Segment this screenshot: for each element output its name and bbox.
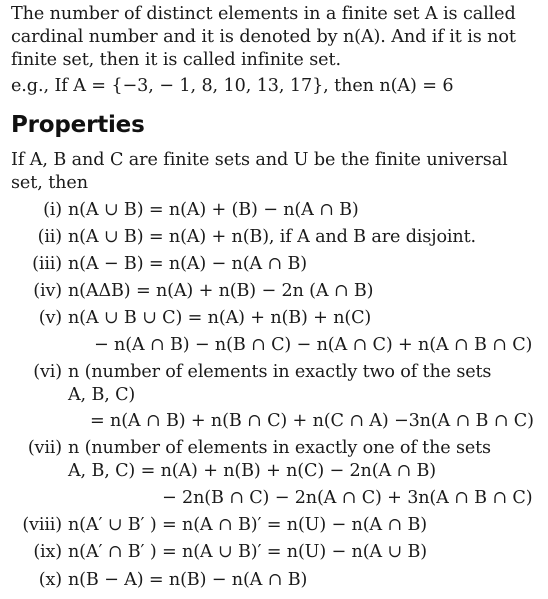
property-formula: − n(A ∩ B) − n(B ∩ C) − n(A ∩ C) + n(A ∩ B ∩ C) — [94, 335, 533, 355]
property-item-iii — [0, 253, 548, 275]
property-item-vi — [0, 361, 548, 383]
property-number: (vii) — [27, 438, 62, 458]
property-item-vi-continued — [0, 384, 548, 406]
property-number: (i) — [43, 200, 62, 220]
property-number: (ix) — [33, 542, 62, 562]
property-formula: n (number of elements in exactly one of the sets — [68, 438, 491, 458]
property-number: (iii) — [32, 254, 62, 274]
property-item-viii — [0, 514, 548, 536]
property-formula: = n(A ∩ B) + n(B ∩ C) + n(C ∩ A) −3n(A ∩ B ∩ C) — [90, 411, 534, 431]
property-number: (viii) — [22, 515, 62, 535]
property-item-x — [0, 569, 548, 591]
intro-line-1: The number of distinct elements in a finite set A is called — [11, 4, 516, 24]
intro-example: e.g., If A = {−3, − 1, 8, 10, 13, 17}, then n(A) = 6 — [11, 76, 454, 96]
property-item-i — [0, 199, 548, 221]
properties-lead-line-2: set, then — [11, 173, 88, 193]
property-formula: − 2n(B ∩ C) − 2n(A ∩ C) + 3n(A ∩ B ∩ C) — [162, 488, 533, 508]
properties-lead-line-1: If A, B and C are finite sets and U be the finite universal — [11, 150, 508, 170]
property-item-vii-continued — [0, 460, 548, 482]
property-item-ix — [0, 541, 548, 563]
properties-heading: Properties — [11, 112, 145, 138]
property-item-vii-result — [0, 487, 548, 509]
property-formula: n (number of elements in exactly two of the sets — [68, 362, 492, 382]
property-formula: n(A ∪ B ∪ C) = n(A) + n(B) + n(C) — [68, 308, 372, 328]
property-item-v-continued — [0, 334, 548, 356]
intro-line-2: cardinal number and it is denoted by n(A). And if it is not — [11, 27, 516, 47]
property-number: (iv) — [33, 281, 62, 301]
property-item-vi-result — [0, 410, 548, 432]
property-item-ii — [0, 226, 548, 248]
property-formula: n(B − A) = n(B) − n(A ∩ B) — [68, 570, 308, 590]
property-formula: A, B, C) = n(A) + n(B) + n(C) − 2n(A ∩ B) — [68, 461, 436, 481]
property-formula: n(A′ ∪ B′ ) = n(A ∩ B)′ = n(U) − n(A ∩ B) — [68, 515, 427, 535]
property-formula: n(AΔB) = n(A) + n(B) − 2n (A ∩ B) — [68, 281, 374, 301]
property-item-vii — [0, 437, 548, 459]
property-number: (ii) — [37, 227, 62, 247]
intro-line-3: finite set, then it is called infinite set. — [11, 50, 341, 70]
property-number: (x) — [38, 570, 62, 590]
property-formula: n(A − B) = n(A) − n(A ∩ B) — [68, 254, 307, 274]
property-number: (v) — [38, 308, 62, 328]
property-formula: n(A ∪ B) = n(A) + (B) − n(A ∩ B) — [68, 200, 359, 220]
property-item-iv — [0, 280, 548, 302]
property-formula: n(A′ ∩ B′ ) = n(A ∪ B)′ = n(U) − n(A ∪ B) — [68, 542, 427, 562]
property-item-v — [0, 307, 548, 329]
property-formula: A, B, C) — [68, 385, 136, 405]
property-number: (vi) — [33, 362, 62, 382]
property-formula: n(A ∪ B) = n(A) + n(B), if A and B are disjoint. — [68, 227, 476, 247]
